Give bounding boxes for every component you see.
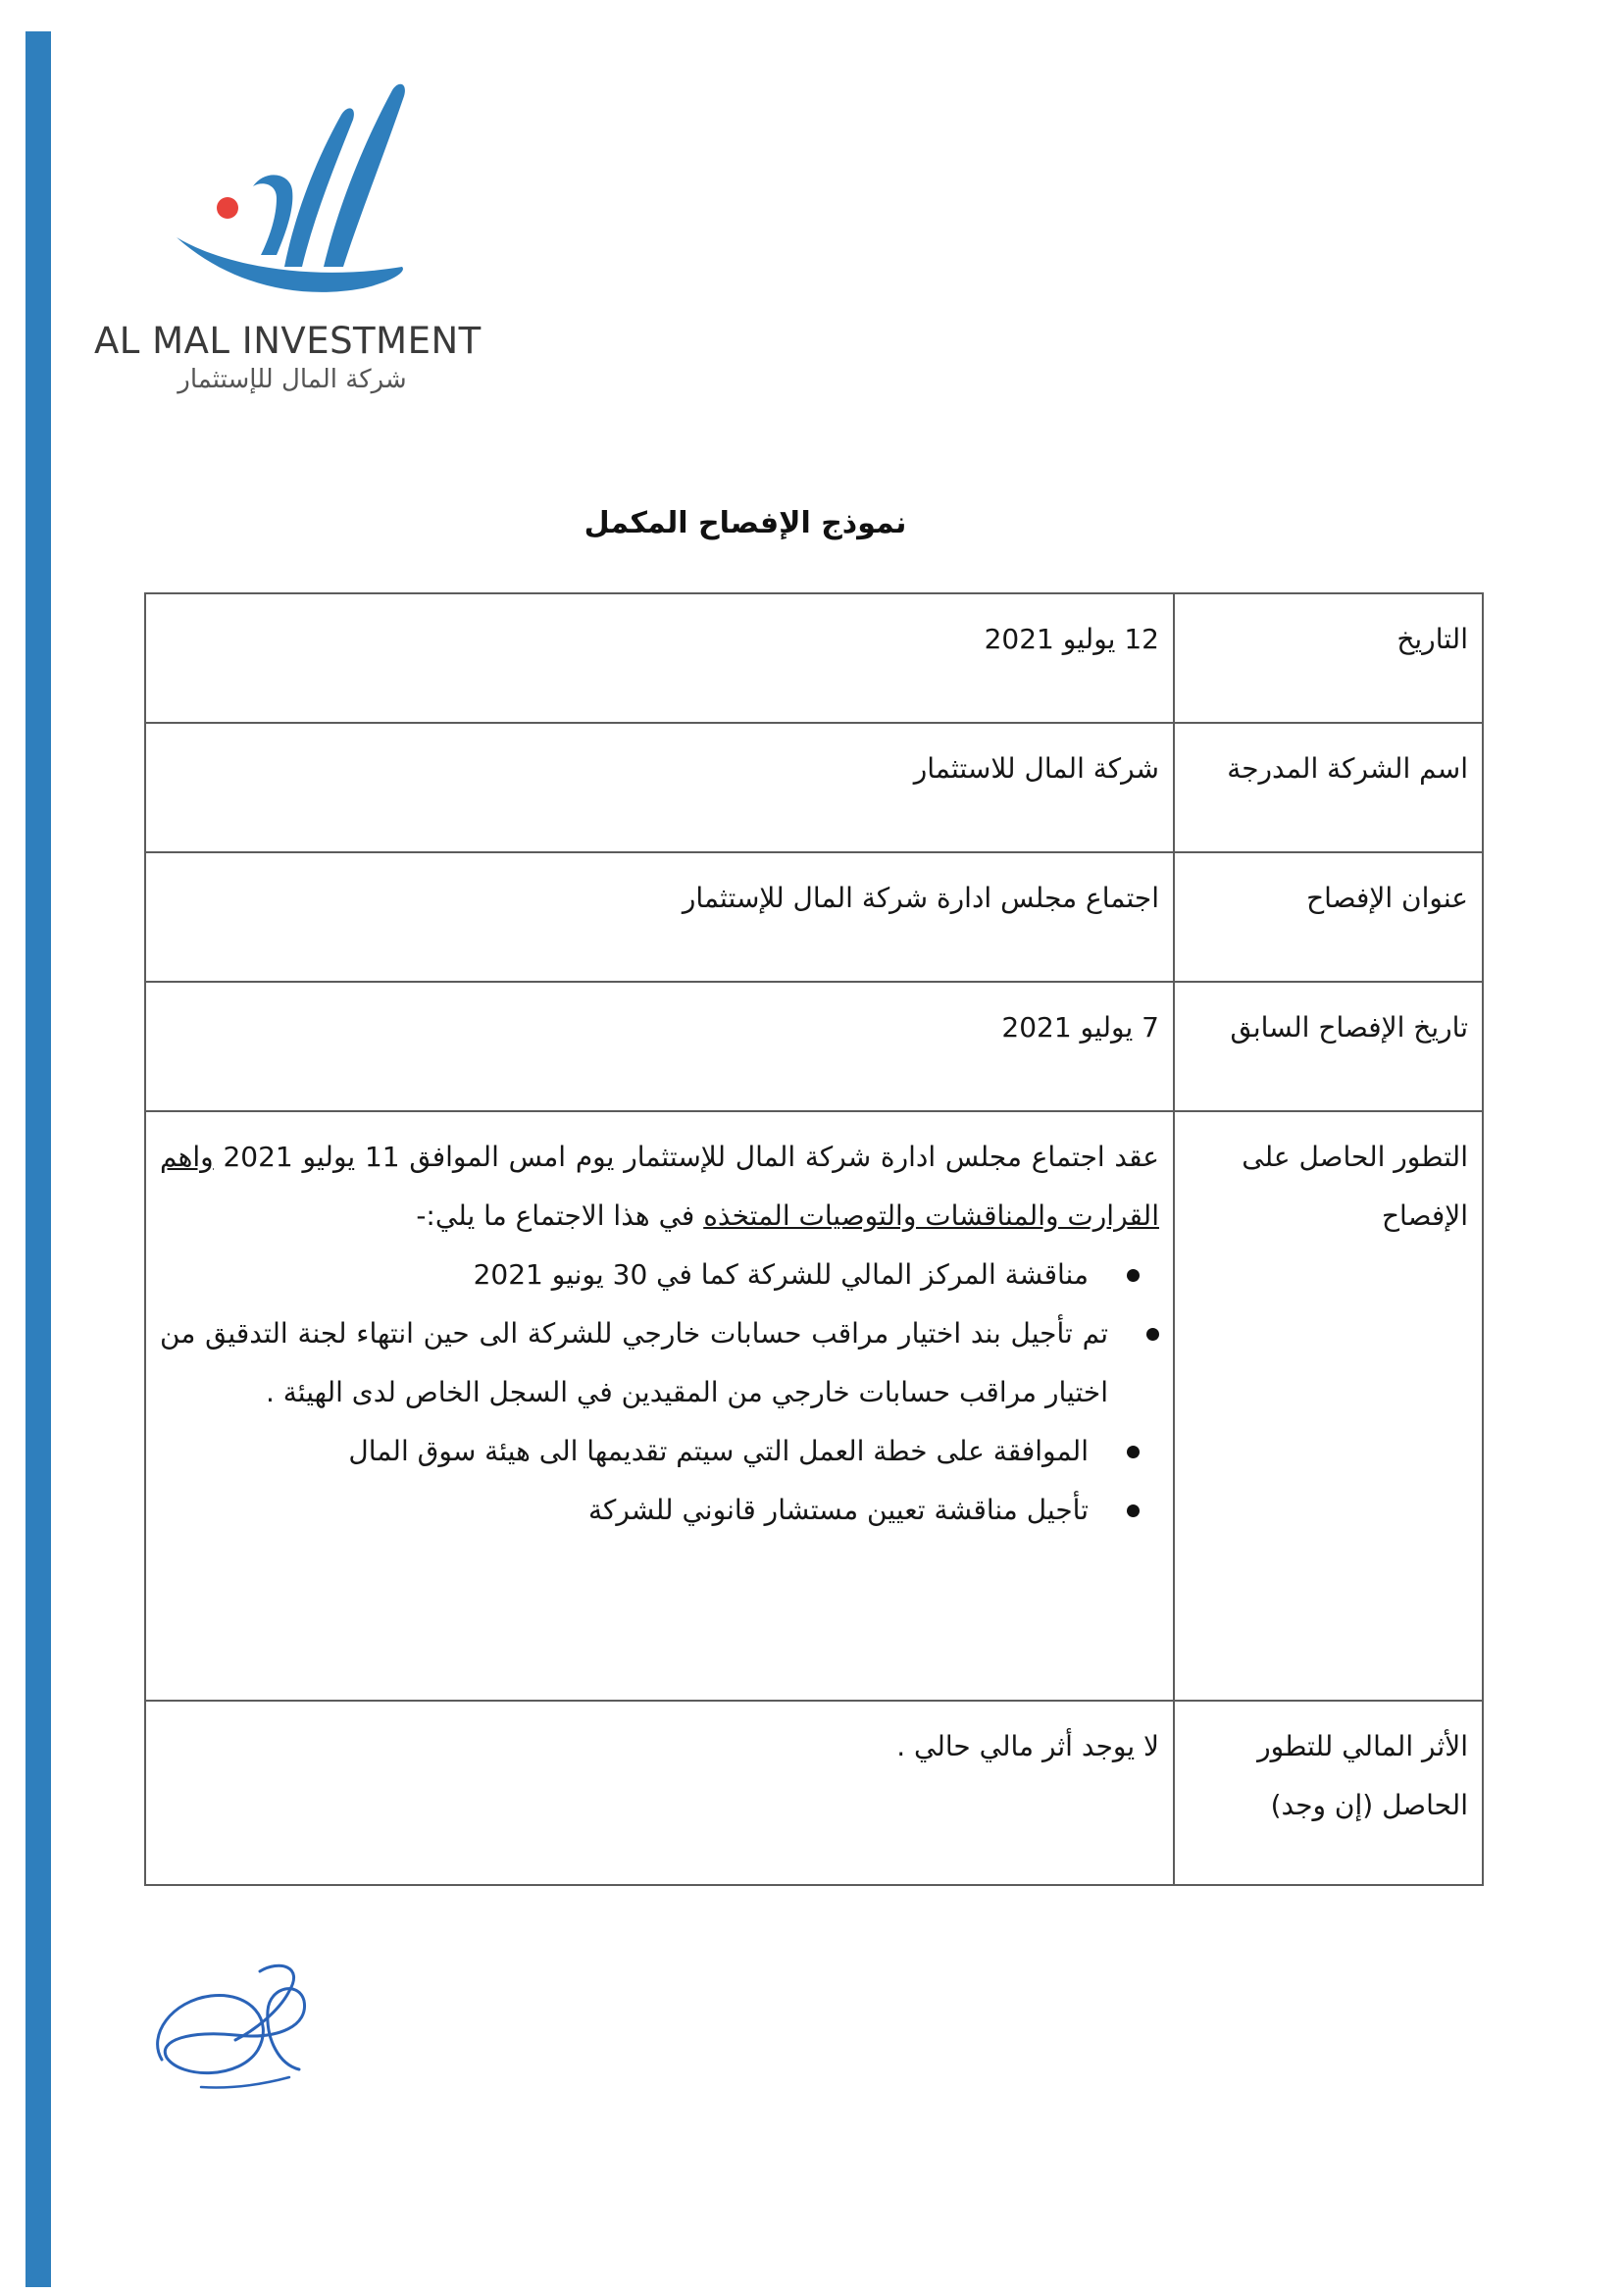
row-label-company: اسم الشركة المدرجة <box>1174 723 1483 852</box>
table-row <box>145 593 1483 723</box>
list-item: تأجيل مناقشة تعيين مستشار قانوني للشركة <box>160 1481 1159 1540</box>
document-title: نموذج الإفصاح المكمل <box>584 506 907 540</box>
row-value-previous-date: 7 يوليو 2021 <box>145 982 1174 1111</box>
row-value-disclosure-title: اجتماع مجلس ادارة شركة المال للإستثمار <box>145 852 1174 982</box>
table-row <box>145 723 1483 852</box>
table-row <box>145 852 1483 982</box>
bullet-icon <box>1127 1504 1140 1517</box>
development-intro-underlined: واهم القرارت والمناقشات والتوصيات المتخذه <box>160 1141 1159 1232</box>
bullet-icon <box>1127 1446 1140 1458</box>
development-intro-part1: عقد اجتماع مجلس ادارة شركة المال للإستثمار يوم امس الموافق 11 يوليو 2021 <box>213 1141 1159 1173</box>
bullet-icon <box>1127 1269 1140 1282</box>
row-label-date: التاريخ <box>1174 593 1483 723</box>
row-label-financial-impact: الأثر المالي للتطور الحاصل (إن وجد) <box>1174 1701 1483 1885</box>
row-label-development: التطور الحاصل على الإفصاح <box>1174 1111 1483 1701</box>
list-item: مناقشة المركز المالي للشركة كما في 30 يونيو 2021 <box>160 1246 1159 1304</box>
row-value-development <box>145 1111 1174 1701</box>
list-item: تم تأجيل بند اختيار مراقب حسابات خارجي للشركة الى حين انتهاء لجنة التدقيق من اختيار مراقب حسابات خارجي من المقيدين في السجل الخاص لدى الهيئة . <box>160 1304 1159 1422</box>
table-row <box>145 982 1483 1111</box>
development-intro <box>160 1128 1159 1246</box>
disclosure-table <box>144 592 1484 1886</box>
side-accent-bar <box>25 31 51 2287</box>
bullet-icon <box>1146 1328 1159 1341</box>
list-item: الموافقة على خطة العمل التي سيتم تقديمها الى هيئة سوق المال <box>160 1422 1159 1481</box>
row-label-previous-date: تاريخ الإفصاح السابق <box>1174 982 1483 1111</box>
table-row <box>145 1701 1483 1885</box>
row-value-company: شركة المال للاستثمار <box>145 723 1174 852</box>
company-name-english: AL MAL INVESTMENT <box>94 320 482 362</box>
development-intro-part2: في هذا الاجتماع ما يلي:- <box>416 1199 704 1232</box>
row-label-disclosure-title: عنوان الإفصاح <box>1174 852 1483 982</box>
company-logo-icon <box>167 71 422 316</box>
signature-icon <box>142 1942 329 2109</box>
development-bullet-list <box>160 1246 1159 1540</box>
table-row <box>145 1111 1483 1701</box>
row-value-date: 12 يوليو 2021 <box>145 593 1174 723</box>
company-name-arabic: شركة المال للإستثمار <box>178 365 407 394</box>
row-value-financial-impact: لا يوجد أثر مالي حالي . <box>145 1701 1174 1885</box>
